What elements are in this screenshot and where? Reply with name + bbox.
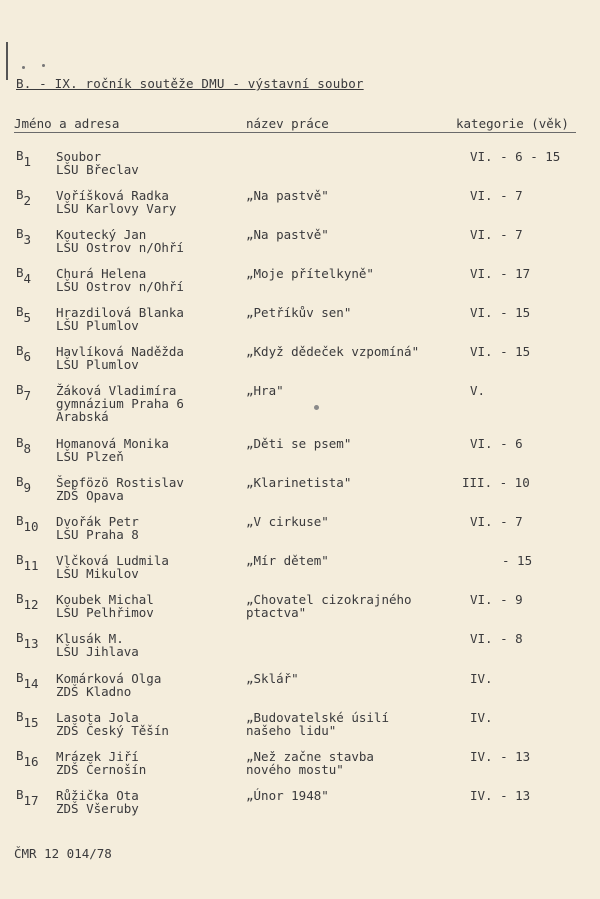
entry-name: Hrazdilová Blanka [56, 305, 184, 320]
entry-id-number: 2 [23, 193, 32, 208]
entry-id [16, 552, 39, 573]
entry-id [16, 591, 39, 612]
entry-id-number: 15 [23, 715, 39, 730]
entry-id [16, 343, 32, 364]
entry-id [16, 148, 32, 169]
entry-work-line [246, 685, 299, 698]
entry-id-number: 1 [23, 154, 32, 169]
column-header-work: název práce [246, 116, 329, 131]
entry-id-number: 14 [23, 676, 39, 691]
entry-name-address [56, 384, 184, 423]
entry-id-number: 7 [23, 388, 32, 403]
entry-id-letter: B [16, 148, 24, 163]
entry-work-title [246, 789, 329, 815]
entry-name-address [56, 554, 169, 580]
entry-id-letter: B [16, 513, 24, 528]
entry-id-letter: B [16, 591, 24, 606]
entry-category: VI. - 6 - 15 [470, 149, 561, 164]
entry-work-line: „V cirkuse" [246, 514, 329, 529]
entry-id-number: 3 [23, 232, 32, 247]
entry-work-line: „Sklář" [246, 671, 299, 686]
entry-id-letter: B [16, 474, 24, 489]
entry-id-number: 5 [23, 310, 32, 325]
entry-id-letter: B [16, 630, 24, 645]
entry-name: Homanová Monika [56, 436, 169, 451]
entry-work-line [246, 802, 329, 815]
entry-id-number: 4 [23, 271, 32, 286]
entry-work-title [246, 554, 329, 580]
entry-id-number: 11 [23, 558, 39, 573]
entry-address: LŠU Jihlava [56, 644, 139, 659]
entry-name-address [56, 672, 161, 698]
entry-id-letter: B [16, 435, 24, 450]
entry-work-title [246, 189, 329, 215]
entry-name-address [56, 267, 184, 293]
entry-work-title [246, 593, 412, 619]
entry-address: LŠU Praha 8 [56, 527, 139, 542]
entry-name-address [56, 437, 169, 463]
entry-name-address [56, 189, 176, 215]
entry-id-number: 12 [23, 597, 39, 612]
dot-mark [22, 66, 25, 69]
entry-id-letter: B [16, 187, 24, 202]
entry-name-address [56, 711, 169, 737]
entry-id-letter: B [16, 343, 24, 358]
entry-work-line: „Hra" [246, 383, 284, 398]
entry-work-title [246, 750, 374, 776]
entry-id [16, 382, 32, 403]
entry-id-letter: B [16, 552, 24, 567]
entry-category: IV. - 13 [470, 788, 531, 803]
document-code: ČMR 12 014/78 [14, 846, 112, 861]
entry-address: ZDŠ Černošín [56, 762, 147, 777]
entry-work-line: „Moje přítelkyně" [246, 266, 374, 281]
entry-category: VI. - 7 [470, 188, 523, 203]
entry-address: ZDŠ Kladno [56, 684, 132, 699]
entry-id [16, 304, 32, 325]
document-title: B. - IX. ročník soutěže DMU - výstavní soubor [16, 76, 364, 91]
entry-work-title [246, 711, 389, 737]
entry-address: LŠU Ostrov n/Ohří [56, 279, 184, 294]
entry-address: LŠU Ostrov n/Ohří [56, 240, 184, 255]
entry-work-title [246, 437, 351, 463]
entry-id [16, 474, 32, 495]
entry-work-line: „Na pastvě" [246, 188, 329, 203]
entry-id-number: 13 [23, 636, 39, 651]
entry-id-number: 9 [23, 480, 32, 495]
entry-id-number: 8 [23, 441, 32, 456]
entry-category: VI. - 8 [470, 631, 523, 646]
entry-id [16, 748, 39, 769]
entry-id-letter: B [16, 226, 24, 241]
entry-category: VI. - 6 [470, 436, 523, 451]
entry-name-address [56, 228, 184, 254]
entry-name: Koutecký Jan [56, 227, 147, 242]
entry-work-line [246, 358, 419, 371]
entry-work-line [246, 280, 374, 293]
entry-work-line [246, 528, 329, 541]
entry-name-address [56, 306, 184, 332]
entry-address: LŠU Plzeň [56, 449, 124, 464]
entry-name: Koubek Michal [56, 592, 154, 607]
entry-id-letter: B [16, 709, 24, 724]
entry-work-line [246, 319, 351, 332]
entry-work-line: „Když dědeček vzpomíná" [246, 344, 420, 359]
entry-work-title [246, 384, 284, 410]
entry-category: VI. - 15 [470, 305, 531, 320]
entry-address: gymnázium Praha 6 [56, 396, 184, 411]
entry-work-line [246, 241, 329, 254]
entry-work-line [246, 202, 329, 215]
entry-work-line: našeho lidu" [246, 723, 337, 738]
entry-name-address [56, 515, 139, 541]
entry-work-line [246, 489, 351, 502]
entry-id-letter: B [16, 748, 24, 763]
entry-address: LŠU Mikulov [56, 566, 139, 581]
entry-id [16, 265, 32, 286]
entry-work-line [246, 567, 329, 580]
entry-name-address [56, 476, 184, 502]
entry-id [16, 630, 39, 651]
entry-name: Soubor [56, 149, 102, 164]
entry-work-line: ptactva" [246, 605, 307, 620]
column-header-name: Jméno a adresa [14, 116, 120, 131]
entry-address: LŠU Karlovy Vary [56, 201, 177, 216]
entry-work-line: „Chovatel cizokrajného [246, 592, 412, 607]
dot-mark [42, 64, 45, 67]
entry-address: LŠU Pelhřimov [56, 605, 154, 620]
entry-work-line: „Děti se psem" [246, 436, 352, 451]
entry-work-title [246, 515, 329, 541]
entry-id-letter: B [16, 265, 24, 280]
entry-id [16, 709, 39, 730]
entry-category: IV. [470, 710, 493, 725]
entry-work-line: „Budovatelské úsilí [246, 710, 389, 725]
entry-id-number: 17 [23, 793, 39, 808]
entry-address: LŠU Břeclav [56, 162, 139, 177]
entry-name-address [56, 345, 184, 371]
column-header-category: kategorie (věk) [456, 116, 569, 131]
entry-work-line: „Únor 1948" [246, 788, 329, 803]
entry-id-number: 16 [23, 754, 39, 769]
entry-id-letter: B [16, 787, 24, 802]
entry-category: V. [470, 383, 486, 398]
entry-id [16, 787, 39, 808]
entry-category: VI. - 7 [470, 227, 523, 242]
entry-address: LŠU Plumlov [56, 357, 139, 372]
entry-name: Komárková Olga [56, 671, 162, 686]
entry-name: Lasota Jola [56, 710, 139, 725]
entry-name: Voříšková Radka [56, 188, 169, 203]
entry-name-address [56, 150, 139, 176]
entry-id-number: 6 [23, 349, 32, 364]
entry-work-line: „Na pastvě" [246, 227, 329, 242]
entry-name-address [56, 750, 146, 776]
entry-work-line [246, 450, 351, 463]
entry-name: Žáková Vladimíra [56, 383, 177, 398]
entry-name: Klusák M. [56, 631, 124, 646]
entry-name-address [56, 593, 154, 619]
entry-name: Churá Helena [56, 266, 147, 281]
entry-category: IV. - 13 [470, 749, 531, 764]
entry-work-title [246, 267, 374, 293]
entry-name: Šepfözö Rostislav [56, 475, 184, 490]
entry-category: VI. - 9 [470, 592, 523, 607]
entry-work-line: „Než začne stavba [246, 749, 374, 764]
entry-category: VI. - 7 [470, 514, 523, 529]
entry-address-line2: Arabská [56, 409, 109, 424]
entry-name-address [56, 789, 139, 815]
entry-work-line: „Mír dětem" [246, 553, 329, 568]
entry-category: - 15 [502, 553, 533, 568]
entry-work-line: „Klarinetista" [246, 475, 352, 490]
entry-work-title [246, 476, 351, 502]
entry-work-title [246, 306, 351, 332]
entry-id [16, 187, 32, 208]
entry-name: Vlčková Ludmila [56, 553, 169, 568]
entry-name: Růžička Ota [56, 788, 139, 803]
entry-work-line: „Petříkův sen" [246, 305, 352, 320]
entry-work-title [246, 228, 329, 254]
entry-id [16, 670, 39, 691]
entry-work-title [246, 345, 419, 371]
entry-category: VI. - 17 [470, 266, 531, 281]
entry-work-line [246, 397, 284, 410]
entry-name: Dvořák Petr [56, 514, 139, 529]
header-rule [14, 132, 576, 133]
entry-category: III. - 10 [462, 475, 530, 490]
entry-id-letter: B [16, 304, 24, 319]
entry-work-line: nového mostu" [246, 762, 344, 777]
entry-address: ZDŠ Opava [56, 488, 124, 503]
entry-id-letter: B [16, 670, 24, 685]
entry-category: IV. [470, 671, 493, 686]
entry-id [16, 226, 32, 247]
entry-id-number: 10 [23, 519, 39, 534]
entry-name: Mrázek Jiří [56, 749, 139, 764]
entry-address: LŠU Plumlov [56, 318, 139, 333]
entry-work-title [246, 672, 299, 698]
ink-spot [314, 405, 319, 410]
entry-name-address [56, 632, 139, 658]
margin-mark [6, 42, 8, 80]
entry-id [16, 513, 39, 534]
entry-name: Havlíková Naděžda [56, 344, 184, 359]
entry-address: ZDŠ Český Těšín [56, 723, 169, 738]
entry-id-letter: B [16, 382, 24, 397]
entry-category: VI. - 15 [470, 344, 531, 359]
entry-id [16, 435, 32, 456]
entry-address: ZDŠ Všeruby [56, 801, 139, 816]
